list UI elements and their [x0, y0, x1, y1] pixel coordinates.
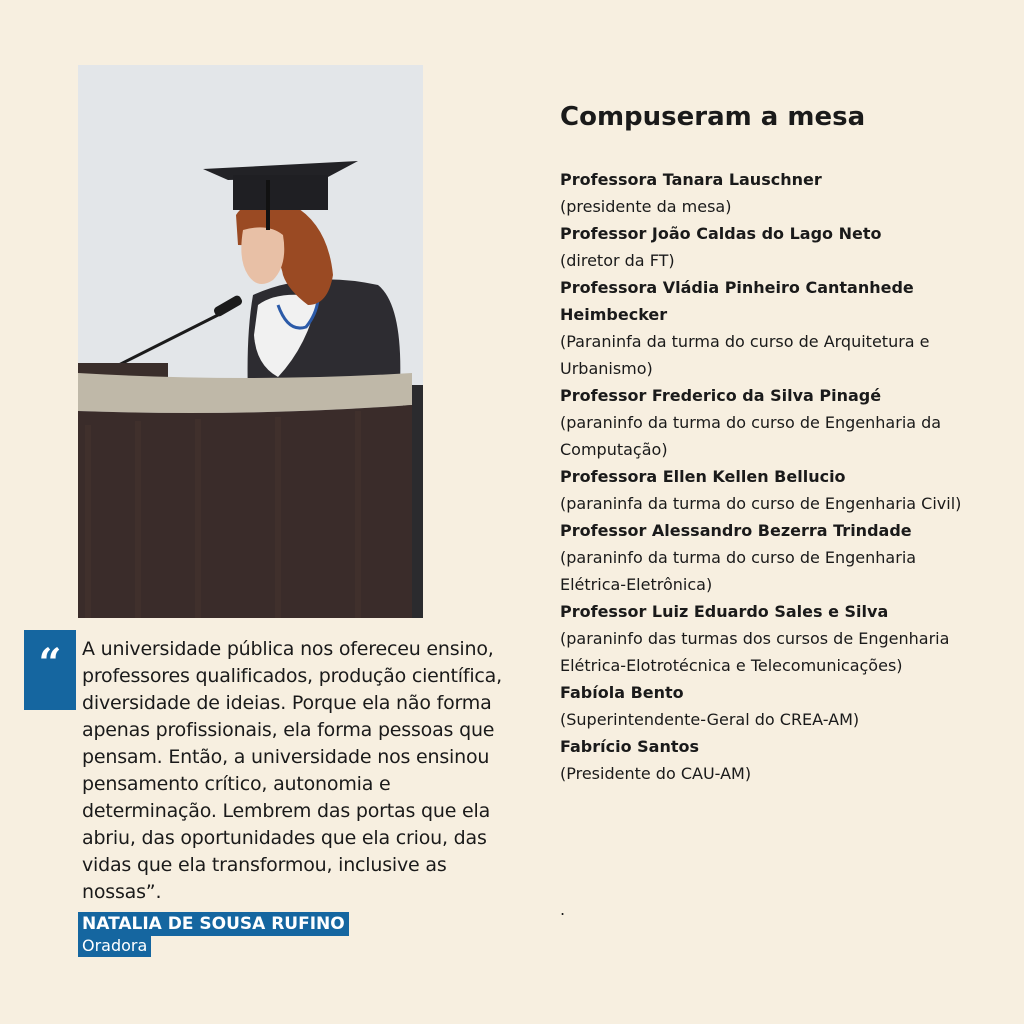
list-item	[560, 274, 980, 382]
member-role: (paraninfo da turma do curso de Engenharia da Computação)	[560, 413, 942, 459]
speaker-role: Oradora	[78, 935, 151, 957]
speaker-name: NATALIA DE SOUSA RUFINO	[78, 912, 349, 936]
quote-icon: “	[24, 630, 76, 710]
member-role: (paraninfo das turmas dos cursos de Engenharia Elétrica-Elotrotécnica e Telecomunicações)	[560, 629, 950, 675]
member-name: Professor Alessandro Bezerra Trindade	[560, 521, 912, 540]
list-item	[560, 166, 980, 220]
member-name: Professora Vládia Pinheiro Cantanhede Heimbecker	[560, 278, 914, 324]
member-role: (Presidente do CAU-AM)	[560, 764, 752, 783]
speaker-photo	[78, 65, 423, 618]
member-role: (Paraninfa da turma do curso de Arquitetura e Urbanismo)	[560, 332, 930, 378]
member-name: Fabíola Bento	[560, 683, 684, 702]
member-role: (Superintendente-Geral do CREA-AM)	[560, 710, 860, 729]
list-item	[560, 733, 980, 787]
member-role: (paraninfa da turma do curso de Engenharia Civil)	[560, 494, 962, 513]
list-item	[560, 463, 980, 517]
quote-text: A universidade pública nos ofereceu ensino, professores qualificados, produção científica, diversidade de ideias. Porque ela não forma apenas profissionais, ela forma pessoas que pensam. Então, a universidade nos ensinou pensamento crítico, autonomia e determinação. Lembrem das portas que ela abriu, das oportunidades que ela criou, das vidas que ela transformou, inclusive as nossas”.	[82, 638, 502, 903]
trailing-dot: .	[560, 900, 566, 919]
member-role: (diretor da FT)	[560, 251, 675, 270]
member-name: Professora Ellen Kellen Bellucio	[560, 467, 846, 486]
list-item	[560, 598, 980, 679]
member-name: Professora Tanara Lauschner	[560, 170, 822, 189]
list-item	[560, 382, 980, 463]
list-item	[560, 679, 980, 733]
member-role: (presidente da mesa)	[560, 197, 732, 216]
list-item	[560, 220, 980, 274]
panel-members-list	[560, 166, 980, 787]
member-name: Fabrício Santos	[560, 737, 700, 756]
member-name: Professor Frederico da Silva Pinagé	[560, 386, 882, 405]
member-name: Professor Luiz Eduardo Sales e Silva	[560, 602, 889, 621]
list-item	[560, 517, 980, 598]
member-role: (paraninfo da turma do curso de Engenharia Elétrica-Eletrônica)	[560, 548, 917, 594]
panel-title: Compuseram a mesa	[560, 102, 866, 132]
member-name: Professor João Caldas do Lago Neto	[560, 224, 882, 243]
